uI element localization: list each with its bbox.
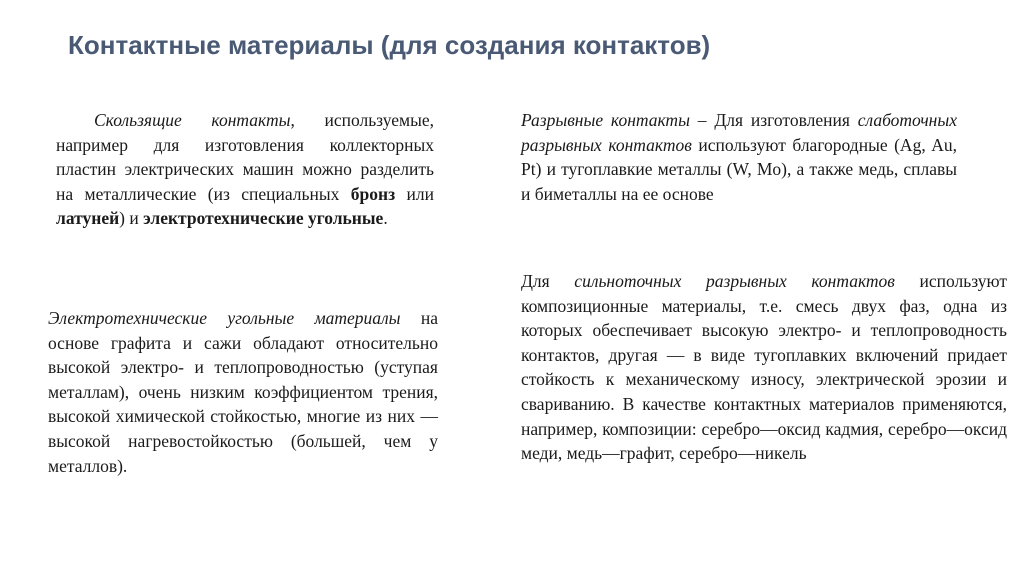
- sliding-text-4: .: [383, 208, 388, 229]
- breaking-text-1: – Для изготовления: [689, 110, 858, 130]
- sliding-text-1: , используемые, например для изготовления коллекторных пластин электрических машин можно разделить на металлические (из специальных: [56, 110, 434, 204]
- high-current-text-1: Для: [521, 271, 575, 291]
- slide-title: Контактные материалы (для создания контактов): [68, 30, 711, 60]
- carbon-materials-term: Электротехнические угольные материалы: [48, 308, 401, 328]
- breaking-contacts-paragraph: [521, 108, 957, 206]
- low-current-term: слаботочных разрывных контактов: [521, 110, 957, 155]
- bronze-term: бронз: [350, 183, 396, 204]
- sliding-contacts-term: Скользящие контакты: [94, 110, 291, 130]
- breaking-text-2: используют благородные (Ag, Au, Pt) и тугоплавкие металлы (W, Mo), а также медь, сплавы и биметаллы на ее основе: [521, 134, 957, 204]
- sliding-contacts-paragraph: [56, 108, 434, 231]
- sliding-text-2: или: [395, 183, 434, 204]
- carbon-text: на основе графита и сажи обладают относительно высокой электро- и теплопроводностью (уступая металлам), очень низким коэффициентом трения, высокой химической стойкостью, многие из них — высокой нагревостойкостью (большей, чем у металлов).: [48, 308, 438, 476]
- carbon-materials-paragraph: [48, 306, 438, 478]
- sliding-text-3: ) и: [119, 208, 144, 229]
- carbon-contacts-term: электротехнические угольные: [143, 208, 384, 229]
- brass-term: латуней: [56, 208, 120, 229]
- high-current-paragraph: [521, 269, 1007, 466]
- high-current-text-2: используют композиционные материалы, т.е. смесь двух фаз, одна из которых обеспечивает высокую электро- и теплопроводность контактов, другая — в виде тугоплавких включений придает стойкость к механическому износу, электрической эрозии и свариванию. В качестве контактных материалов применяются, например, композиции: серебро—оксид кадмия, серебро—оксид меди, медь—графит, серебро—никель: [521, 271, 1007, 464]
- breaking-contacts-term: Разрывные контакты: [521, 110, 690, 130]
- high-current-term: сильноточных разрывных контактов: [574, 271, 895, 291]
